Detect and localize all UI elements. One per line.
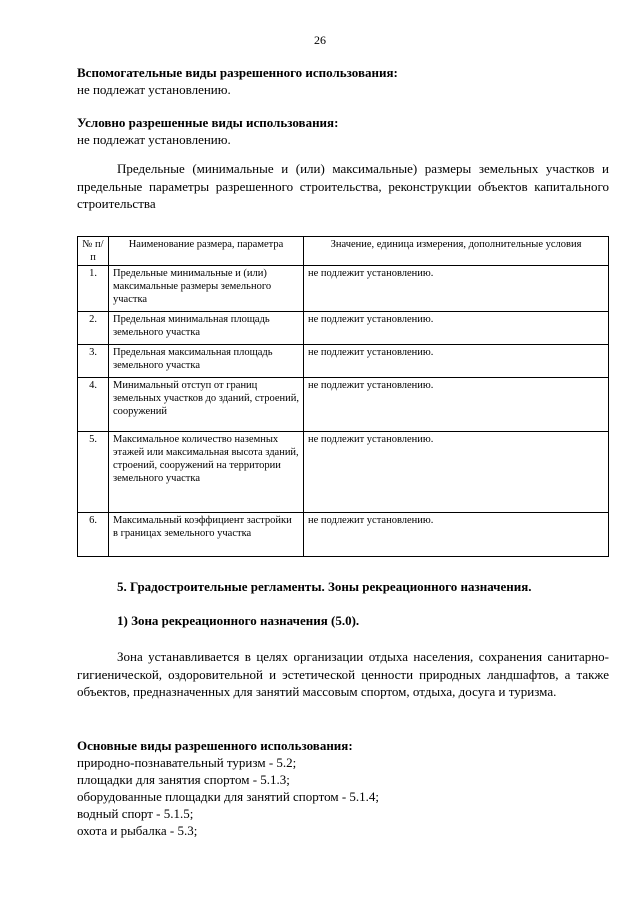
row-name: Минимальный отступ от границ земельных участков до зданий, строений, сооружений bbox=[109, 378, 304, 432]
table-row bbox=[78, 266, 609, 312]
row-name: Максимальный коэффициент застройки в границах земельного участка bbox=[109, 513, 304, 557]
conditional-uses-heading: Условно разрешенные виды использования: bbox=[77, 115, 339, 130]
row-name: Предельные минимальные и (или) максимальные размеры земельного участка bbox=[109, 266, 304, 312]
row-number: 6. bbox=[78, 513, 109, 557]
table-row bbox=[78, 312, 609, 345]
main-uses-block bbox=[77, 737, 609, 839]
row-value: не подлежит установлению. bbox=[304, 266, 609, 312]
auxiliary-uses-block bbox=[77, 64, 609, 98]
list-item: природно-познавательный туризм - 5.2; bbox=[77, 755, 297, 770]
row-value: не подлежит установлению. bbox=[304, 378, 609, 432]
list-item: охота и рыбалка - 5.3; bbox=[77, 823, 198, 838]
section-5-heading: 5. Градостроительные регламенты. Зоны рекреационного назначения. bbox=[117, 579, 532, 594]
header-value: Значение, единица измерения, дополнительные условия bbox=[304, 237, 609, 266]
row-number: 1. bbox=[78, 266, 109, 312]
list-item: оборудованные площадки для занятий спортом - 5.1.4; bbox=[77, 789, 380, 804]
row-name: Максимальное количество наземных этажей или максимальная высота зданий, строений, сооружений на территории земельного участка bbox=[109, 432, 304, 513]
limits-intro-paragraph: Предельные (минимальные и (или) максимальные) размеры земельных участков и предельные параметры разрешенного строительства, реконструкции объектов капитального строительства bbox=[77, 161, 609, 211]
header-number: № п/п bbox=[78, 237, 109, 266]
parameters-table bbox=[77, 236, 609, 557]
zone-description: Зона устанавливается в целях организации отдыха населения, сохранения санитарно-гигиенической, оздоровительной и эстетической ценности природных ландшафтов, а также объектов, предназначенных для занятий массовым спортом, отдыха, досуга и туризма. bbox=[77, 649, 609, 699]
row-value: не подлежит установлению. bbox=[304, 312, 609, 345]
conditional-uses-block bbox=[77, 114, 609, 148]
page-number: 26 bbox=[314, 33, 326, 47]
auxiliary-uses-text: не подлежат установлению. bbox=[77, 82, 231, 97]
zone-heading: 1) Зона рекреационного назначения (5.0). bbox=[117, 613, 360, 628]
row-number: 3. bbox=[78, 345, 109, 378]
row-value: не подлежит установлению. bbox=[304, 513, 609, 557]
row-value: не подлежит установлению. bbox=[304, 345, 609, 378]
main-uses-heading: Основные виды разрешенного использования: bbox=[77, 738, 353, 753]
row-number: 2. bbox=[78, 312, 109, 345]
auxiliary-uses-heading: Вспомогательные виды разрешенного использования: bbox=[77, 65, 398, 80]
list-item: водный спорт - 5.1.5; bbox=[77, 806, 194, 821]
table-row bbox=[78, 513, 609, 557]
row-number: 4. bbox=[78, 378, 109, 432]
row-number: 5. bbox=[78, 432, 109, 513]
list-item: площадки для занятия спортом - 5.1.3; bbox=[77, 772, 290, 787]
table-row bbox=[78, 378, 609, 432]
row-name: Предельная минимальная площадь земельного участка bbox=[109, 312, 304, 345]
header-name: Наименование размера, параметра bbox=[109, 237, 304, 266]
table-row bbox=[78, 432, 609, 513]
table-header-row bbox=[78, 237, 609, 266]
row-name: Предельная максимальная площадь земельного участка bbox=[109, 345, 304, 378]
table-row bbox=[78, 345, 609, 378]
row-value: не подлежит установлению. bbox=[304, 432, 609, 513]
conditional-uses-text: не подлежат установлению. bbox=[77, 132, 231, 147]
